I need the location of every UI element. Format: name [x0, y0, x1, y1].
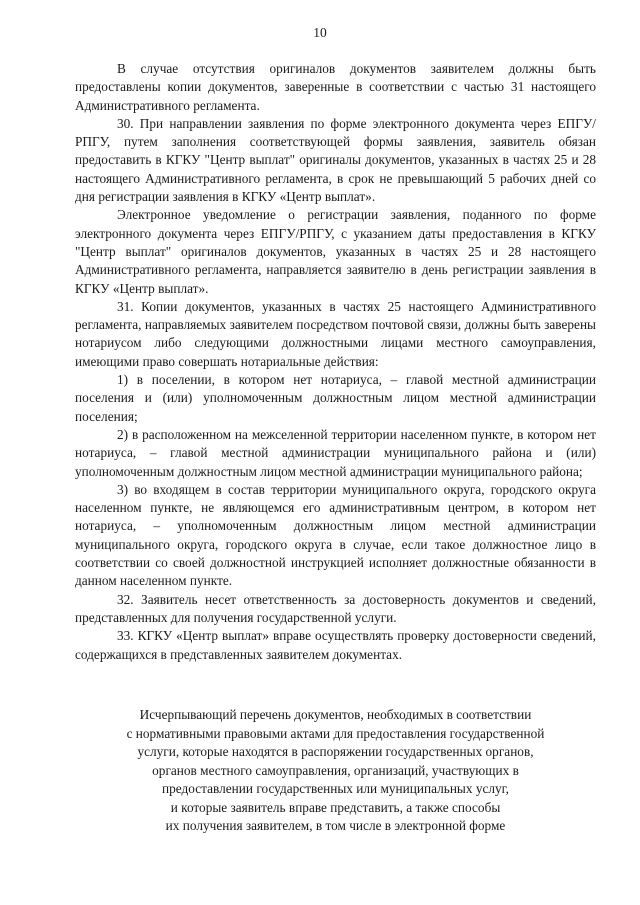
heading-line: Исчерпывающий перечень документов, необходимых в соответствии: [139, 707, 532, 722]
section-heading: [75, 706, 596, 836]
paragraph-electronic-notice: Электронное уведомление о регистрации заявления, поданного по форме электронного документа через ЕПГУ/РПГУ, с указанием даты предоставления в КГКУ "Центр выплат" оригиналов документов, указанных в частях 25 и 28 настоящего Административного регламента, направляется заявителю в день регистрации заявления в КГКУ «Центр выплат».: [75, 207, 596, 296]
heading-line: предоставлении государственных или муниципальных услуг,: [162, 781, 509, 796]
paragraph-31: 31. Копии документов, указанных в частях 25 настоящего Административного регламента, направляемых заявителем посредством почтовой связи, должны быть заверены нотариусом либо следующими должностными лицами местного самоуправления, имеющими право совершать нотариальные действия:: [75, 298, 596, 369]
heading-line: услуги, которые находятся в распоряжении государственных органов,: [137, 744, 534, 759]
paragraph-originals-absent: В случае отсутствия оригиналов документов заявителем должны быть предоставлены копии документов, заверенные в соответствии с частью 31 настоящего Административного регламента.: [75, 61, 596, 113]
paragraph-31-item-2: 2) в расположенном на межселенной территории населенном пункте, в котором нет нотариуса, – главой местной администрации муниципального района и (или) уполномоченным должностным лицом местной администрации муниципального района;: [75, 426, 596, 479]
paragraph-31-item-3: 3) во входящем в состав территории муниципального округа, городского округа населенном пункте, не являющемся его административным центром, в котором нет нотариуса, – уполномоченным должностным лицом местной администрации муниципального округа, городского округа в случае, если такое должностное лицо в соответствии со своей должностной инструкцией исполняет должностные обязанности в данном населенном пункте.: [75, 481, 596, 589]
heading-line: с нормативными правовыми актами для предоставления государственной: [126, 725, 545, 741]
heading-line: и которые заявитель вправе представить, а также способы: [170, 799, 501, 815]
paragraph-31-item-1: 1) в поселении, в котором нет нотариуса, – главой местной администрации поселения и (или) уполномоченным должностным лицом местной администрации поселения;: [75, 372, 596, 424]
heading-line: органов местного самоуправления, организаций, участвующих в: [152, 762, 519, 778]
paragraph-30: 30. При направлении заявления по форме электронного документа через ЕПГУ/РПГУ, путем заполнения соответствующей формы заявления, заявитель обязан предоставить в КГКУ "Центр выплат" оригиналы документов, указанных в частях 25 и 28 настоящего Административного регламента, в срок не превышающий 5 рабочих дней со дня регистрации заявления в КГКУ «Центр выплат».: [75, 115, 596, 205]
document-body: [75, 60, 596, 664]
paragraph-32: 32. Заявитель несет ответственность за достоверность документов и сведений, представленных для получения государственной услуги.: [75, 591, 596, 625]
paragraph-33: 33. КГКУ «Центр выплат» вправе осуществлять проверку достоверности сведений, содержащихся в представленных заявителем документах.: [75, 628, 596, 662]
heading-line: их получения заявителем, в том числе в электронной форме: [165, 818, 506, 833]
page-number: 10: [313, 25, 327, 40]
